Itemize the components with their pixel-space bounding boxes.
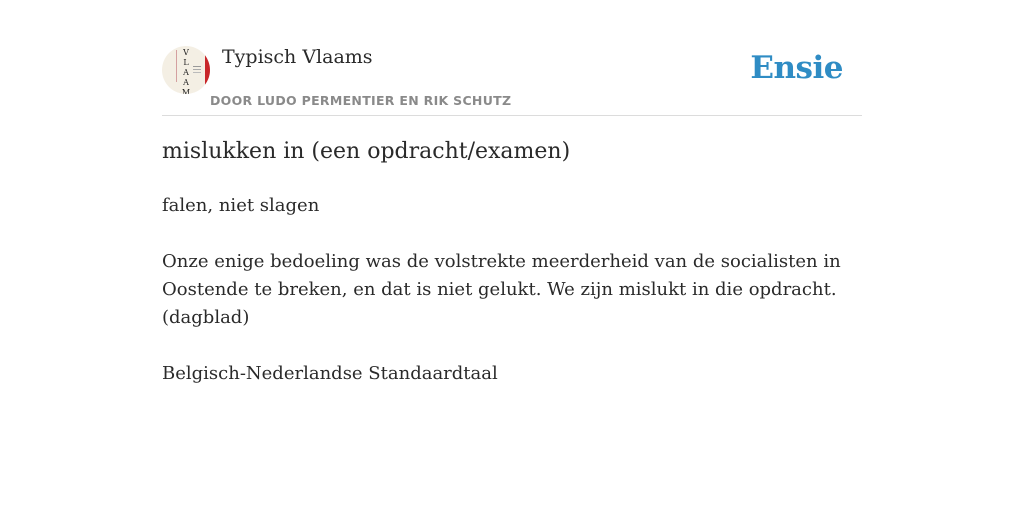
ensie-brand-link[interactable]: Ensie <box>750 50 843 86</box>
entry-term: mislukken in (een opdracht/examen) <box>162 139 571 164</box>
logo-scribble <box>193 66 201 67</box>
author-byline: DOOR LUDO PERMENTIER EN RIK SCHUTZ <box>210 93 512 108</box>
entry-example: Onze enige bedoeling was de volstrekte meerderheid van de socialisten in Oostende te breken, en dat is niet gelukt. We zijn mislukt in die opdracht. (dagblad) <box>162 251 841 328</box>
page-header <box>162 0 862 116</box>
logo-rule <box>176 50 177 82</box>
entry-category: Belgisch-Nederlandse Standaardtaal <box>162 363 498 384</box>
entry-definition: falen, niet slagen <box>162 195 320 216</box>
page-container <box>162 0 862 512</box>
site-logo[interactable] <box>162 46 210 94</box>
logo-spine <box>205 46 210 94</box>
logo-lettering: V L A A M <box>181 48 191 94</box>
site-title[interactable]: Typisch Vlaams <box>222 46 373 68</box>
